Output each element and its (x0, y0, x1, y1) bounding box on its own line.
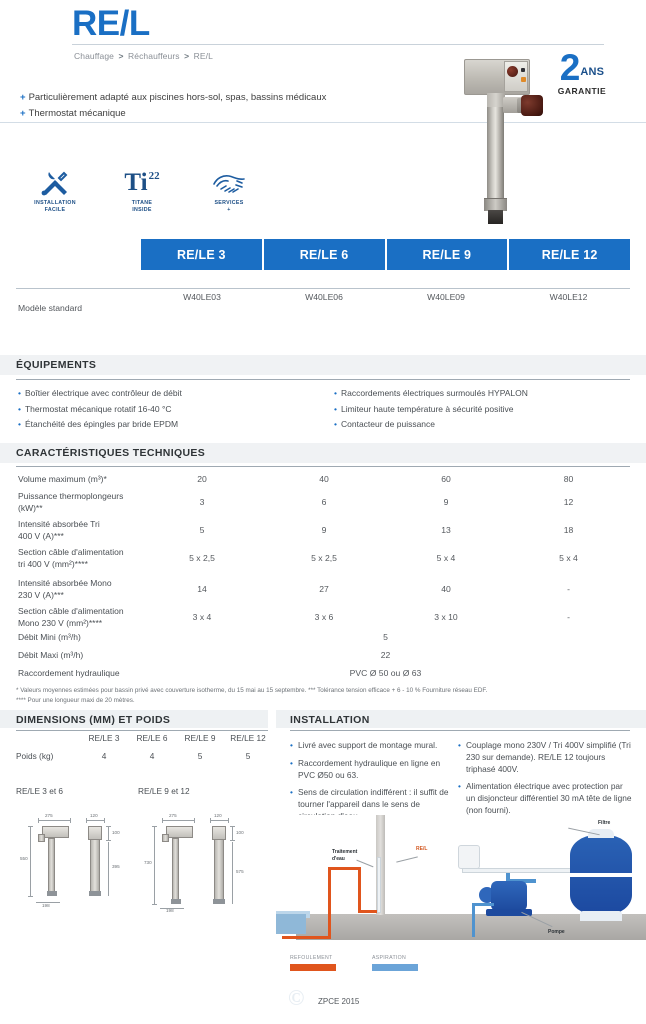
handshake-icon (200, 168, 258, 198)
drawing-caption-1: RE/LE 3 et 6 (16, 786, 64, 796)
dim-side-width: 120 (90, 813, 98, 818)
dimensions-col: RE/LE 6 (136, 733, 168, 743)
dimensions-heading: DIMENSIONS (MM) ET POIDS (16, 714, 171, 726)
tools-icon (26, 168, 84, 198)
plus-icon: + (20, 108, 26, 119)
equipement-item: • Raccordements électriques surmoulés HYPALON (334, 386, 634, 402)
pump-inlet-riser (472, 903, 475, 937)
row-value: 5 (383, 632, 388, 642)
table-row (0, 649, 646, 667)
row-value: 18 (563, 525, 574, 535)
schematic-pool-water (276, 914, 306, 934)
caracteristiques-rule (16, 466, 630, 467)
return-pipe-vertical (328, 867, 331, 939)
breadcrumb-separator: > (184, 51, 190, 61)
dimensions-col: RE/LE 12 (230, 733, 266, 743)
row-label: Puissance thermoplongeurs (kW)** (18, 491, 124, 513)
installation-schematic (276, 815, 646, 940)
legend-caption: REFOULEMENT (290, 955, 333, 961)
return-pipe-down (358, 867, 361, 913)
legend-color-swatch (290, 964, 336, 971)
row-value: 27 (319, 584, 329, 594)
header-feature-list (20, 90, 420, 122)
indicator-led-icon (521, 68, 525, 72)
equipements-left-list (18, 386, 318, 433)
row-label: Section câble d'alimentation tri 400 V (mm²)**** (18, 547, 124, 569)
standard-model-row (0, 292, 646, 326)
warranty-unit: ANS (580, 66, 605, 78)
filter-tank-band (570, 873, 632, 877)
label-rel-device: RE/L (416, 846, 428, 852)
device-pipe (377, 857, 381, 913)
row-value: 3 x 6 (314, 612, 334, 622)
standard-ref: W40LE09 (427, 292, 465, 302)
breadcrumb-separator: > (118, 51, 124, 61)
equipement-item: • Limiteur haute température à sécurité positive (334, 402, 634, 418)
installation-item: • Alimentation électrique avec protection par un disjoncteur différentiel 30 mA tête de ligne (non fourni). (458, 781, 634, 816)
warranty-years: 2 (559, 47, 581, 88)
label-filter: Filtre (598, 820, 611, 826)
installation-right-list (458, 740, 634, 823)
legend-item-refoulement (290, 955, 336, 971)
row-label: Débit Maxi (m³/h) (18, 650, 84, 660)
badge-label-line2: INSIDE (132, 206, 152, 213)
row-value: 5 x 2,5 (189, 553, 215, 563)
dim-total-height: 550 (20, 856, 28, 861)
filter-tank-valve (588, 829, 614, 838)
feature-bullet (20, 106, 420, 122)
dim-tube-height: 575 (236, 869, 244, 874)
caracteristiques-heading: CARACTÉRISTIQUES TECHNIQUES (16, 447, 206, 459)
table-row (0, 547, 646, 572)
row-label: Intensité absorbée Tri 400 V (A)*** (18, 519, 100, 541)
equipements-right-list (334, 386, 634, 433)
badge-label-line1: INSTALLATION (34, 200, 76, 206)
weight-value: 5 (245, 751, 251, 761)
row-value: 6 (321, 497, 327, 507)
row-value: 5 x 2,5 (311, 553, 337, 563)
main-line-pipe (462, 868, 572, 873)
dimensions-col: RE/LE 3 (88, 733, 120, 743)
dim-tube-height: 395 (112, 864, 120, 869)
dim-side-width: 120 (214, 813, 222, 818)
plus-icon: + (20, 92, 26, 103)
table-row (0, 578, 646, 603)
warranty-caption: GARANTIE (557, 86, 607, 96)
dim-total-height: 730 (144, 860, 152, 865)
model-header-row (141, 239, 630, 270)
badge-titanium (113, 168, 171, 213)
row-value: 60 (441, 474, 451, 484)
row-value: 40 (441, 584, 451, 594)
table-row (0, 519, 646, 544)
title-divider (72, 44, 604, 45)
legend-caption: ASPIRATION (372, 955, 407, 961)
weight-value: 5 (197, 751, 203, 761)
standard-ref: W40LE12 (549, 292, 588, 302)
rel-device-icon (458, 845, 480, 869)
dim-base-width: 198 (42, 903, 50, 908)
row-value: 13 (441, 525, 451, 535)
badge-label-line1: SERVICES (214, 200, 244, 206)
pump-inlet-pipe (472, 903, 494, 906)
equipements-band (0, 355, 646, 375)
table-row (0, 471, 646, 491)
label-treatment: Traitement d'eau (332, 849, 358, 862)
titanium-symbol: Ti (124, 169, 148, 196)
equipement-item: • Thermostat mécanique rotatif 16-40 °C (18, 402, 318, 418)
return-pipe-ground (282, 936, 331, 939)
row-value: 5 (199, 525, 205, 535)
dim-base-width: 198 (166, 908, 174, 913)
badge-installation (26, 168, 84, 213)
standard-row-divider (16, 288, 630, 289)
dimensions-col: RE/LE 9 (184, 733, 216, 743)
row-value: 3 x 4 (192, 612, 212, 622)
badge-label-line2: + (227, 206, 231, 213)
badge-label-line1: TITANE (131, 200, 153, 206)
table-row (0, 631, 646, 649)
feature-text: Particulièrement adapté aux piscines hors-sol, spas, bassins médicaux (28, 92, 327, 103)
dim-head-height: 100 (112, 830, 120, 835)
breadcrumb-item-2[interactable]: Réchauffeurs (128, 51, 180, 61)
installation-item: • Livré avec support de montage mural. (290, 740, 450, 752)
row-value: 40 (319, 474, 329, 484)
row-value: 9 (321, 525, 327, 535)
footnote-line-1: * Valeurs moyennes estimées pour bassin privé avec couverture isotherme, du 15 mai au 15 septembre. *** Tolérance tension efficace + 6 - 10 % Fourniture réseau EDF. (16, 687, 488, 694)
copyright-text: ZPCE 2015 (318, 997, 360, 1006)
row-value: 3 x 10 (434, 612, 458, 622)
row-label: Section câble d'alimentation Mono 230 V (mm²)**** (18, 606, 124, 628)
model-header-cell: RE/LE 3 (141, 239, 264, 270)
feature-badges (26, 168, 258, 213)
page-title: RE/L (72, 4, 150, 43)
feature-bullet (20, 90, 420, 106)
row-label: Raccordement hydraulique (18, 668, 120, 678)
product-cable-gland (521, 95, 543, 116)
product-tube (487, 105, 504, 201)
drawing-caption-2: RE/LE 9 et 12 (138, 786, 190, 796)
product-end-cap (488, 210, 503, 224)
dimensions-table (16, 733, 272, 761)
breadcrumb-item-1[interactable]: Chauffage (74, 51, 114, 61)
legend-item-aspiration (372, 955, 418, 971)
model-header-cell: RE/LE 9 (387, 239, 510, 270)
table-row (0, 606, 646, 631)
table-row (0, 667, 646, 685)
badge-label (113, 200, 171, 213)
schematic-legend (290, 955, 418, 971)
dim-front-width: 275 (45, 813, 53, 818)
standard-model-label: Modèle standard (18, 303, 83, 313)
row-value: 12 (563, 497, 574, 507)
dimensions-header-row (16, 733, 272, 743)
legend-color-swatch (372, 964, 418, 971)
row-value: 5 x 4 (436, 553, 456, 563)
model-header-cell: RE/LE 6 (264, 239, 387, 270)
badge-label (200, 200, 258, 213)
indicator-led-icon (521, 77, 526, 82)
installation-item: • Raccordement hydraulique en ligne en PVC Ø50 ou 63. (290, 758, 450, 782)
technical-drawing-1 (14, 812, 130, 912)
row-value: 5 x 4 (559, 553, 578, 563)
equipements-heading: ÉQUIPEMENTS (16, 359, 97, 371)
thermostat-knob-icon (507, 66, 518, 77)
equipement-item: • Contacteur de puissance (334, 417, 634, 433)
row-label: Volume maximum (m³)* (18, 474, 107, 484)
breadcrumb-item-3[interactable]: RE/L (193, 51, 213, 61)
dim-head-height: 100 (236, 830, 244, 835)
standard-ref: W40LE06 (305, 292, 343, 302)
row-label: Intensité absorbée Mono 230 V (A)*** (18, 578, 112, 600)
product-photo (455, 55, 575, 230)
return-pipe-top (328, 867, 361, 870)
watermark-logo: © (288, 985, 305, 1010)
installation-heading: INSTALLATION (290, 714, 370, 726)
titanium-grade: 22 (148, 170, 160, 182)
dimensions-rule (16, 730, 268, 731)
footnote-line-2: **** Pour une longueur maxi de 20 mètres. (16, 697, 135, 704)
equipement-item: • Étanchéité des épingles par bride EPDM (18, 417, 318, 433)
filter-tank-base (580, 911, 622, 921)
model-header-cell: RE/LE 12 (509, 239, 630, 270)
row-label: Débit Mini (m³/h) (18, 632, 81, 642)
row-value: 9 (443, 497, 449, 507)
row-value: 14 (197, 584, 207, 594)
row-value: PVC Ø 50 ou Ø 63 (349, 668, 422, 678)
badge-services (200, 168, 258, 213)
feature-text: Thermostat mécanique (28, 108, 126, 119)
breadcrumb (74, 51, 213, 61)
dimensions-weight-row (16, 751, 272, 761)
weight-value: 4 (101, 751, 107, 761)
badge-label (26, 200, 84, 213)
row-value: - (567, 584, 570, 594)
equipement-item: • Boîtier électrique avec contrôleur de débit (18, 386, 318, 402)
label-pump: Pompe (548, 929, 565, 935)
row-value: 3 (199, 497, 205, 507)
row-value: 22 (380, 650, 391, 660)
installation-rule (290, 730, 630, 731)
row-value: - (567, 612, 570, 622)
badge-label-line2: FACILE (44, 206, 66, 213)
equipements-rule (16, 379, 630, 380)
standard-ref: W40LE03 (183, 292, 221, 302)
weight-label: Poids (kg) (16, 751, 54, 761)
dim-front-width: 275 (169, 813, 177, 818)
row-value: 20 (197, 474, 207, 484)
installation-item: • Couplage mono 230V / Tri 400V simplifié (Tri 230 sur demande). RE/LE 12 toujours triphasé 400V. (458, 740, 634, 775)
table-row (0, 491, 646, 516)
pump-body-icon (491, 881, 527, 911)
weight-value: 4 (149, 751, 155, 761)
row-value: 80 (563, 474, 574, 484)
technical-drawing-2 (138, 812, 254, 912)
installation-item: • Sens de circulation indifférent : il suffit de tourner l'appareil dans le sens de (290, 787, 450, 822)
titanium-icon (113, 168, 171, 198)
